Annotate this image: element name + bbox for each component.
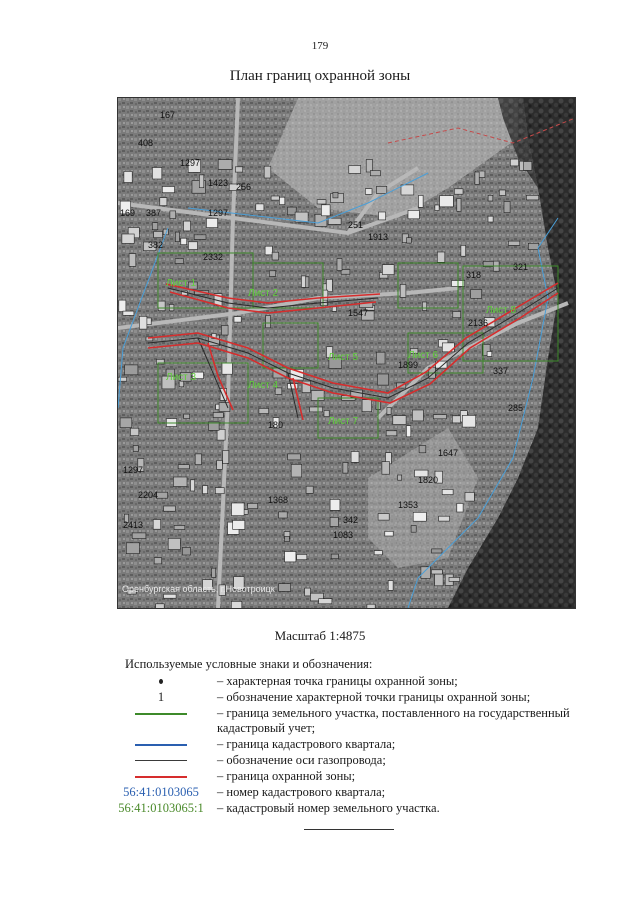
page-number: 179 [311, 40, 329, 52]
building-shape [488, 216, 493, 222]
building-shape [139, 316, 147, 329]
building-shape [203, 486, 208, 494]
building-shape [218, 160, 232, 170]
building-shape [173, 477, 187, 487]
building-shape [160, 198, 167, 206]
building-shape [174, 526, 185, 530]
building-shape [330, 517, 338, 526]
building-shape [386, 431, 397, 436]
dark-line-icon [135, 760, 187, 761]
building-shape [164, 594, 177, 598]
building-shape [154, 558, 161, 564]
building-shape [377, 374, 388, 385]
building-shape [421, 567, 430, 579]
building-shape [231, 601, 242, 608]
building-shape [133, 446, 138, 452]
green-line-icon [135, 713, 187, 715]
building-shape [170, 211, 176, 219]
building-shape [288, 454, 301, 460]
building-shape [120, 418, 132, 428]
building-shape [439, 516, 450, 521]
building-shape [195, 454, 201, 465]
building-shape [504, 202, 510, 213]
parcel-number-symbol: 56:41:0103065:1 [118, 801, 204, 815]
building-shape [377, 186, 387, 193]
parcel-number-label: 169 [120, 208, 136, 218]
building-shape [266, 316, 271, 328]
building-shape [333, 192, 338, 198]
parcel-number-label: 1899 [398, 360, 419, 370]
building-shape [222, 325, 229, 335]
parcel-number-label: 180 [268, 420, 284, 430]
sheet-label[interactable]: Лист 3 [166, 372, 197, 383]
building-shape [374, 551, 382, 555]
parcel-number-label: 256 [236, 182, 252, 192]
map-frame[interactable] [117, 97, 576, 609]
building-shape [199, 175, 203, 188]
building-shape [401, 185, 414, 195]
building-shape [297, 554, 307, 559]
building-shape [184, 221, 191, 231]
building-shape [178, 465, 189, 469]
building-shape [370, 171, 380, 176]
page-title: План границ охранной зоны [229, 68, 411, 84]
building-shape [256, 204, 264, 211]
building-shape [508, 241, 520, 245]
building-shape [488, 195, 493, 201]
building-shape [323, 290, 328, 300]
parcel-number-label: 1423 [208, 178, 229, 188]
legend-text: – обозначение оси газопровода; [217, 753, 386, 767]
building-shape [219, 403, 230, 412]
parcel-number-label: 2204 [138, 490, 159, 500]
legend [105, 674, 595, 817]
building-shape [435, 205, 439, 211]
parcel-number-label: 251 [348, 220, 364, 230]
building-shape [376, 352, 385, 364]
building-shape [393, 416, 406, 425]
parcel-number-label: 387 [146, 208, 162, 218]
building-shape [432, 549, 443, 553]
building-shape [222, 363, 232, 374]
building-shape [248, 503, 258, 508]
building-shape [379, 212, 386, 220]
parcel-number-label: 1297 [180, 158, 201, 168]
parcel-number-label: 408 [138, 138, 154, 148]
building-shape [271, 196, 279, 200]
building-shape [235, 167, 242, 172]
building-shape [168, 538, 180, 549]
building-shape [457, 198, 461, 211]
building-shape [454, 189, 463, 194]
building-shape [351, 452, 359, 463]
bottom-rule [304, 829, 394, 830]
building-shape [510, 159, 518, 166]
building-shape [182, 548, 190, 556]
parcel-number-label: 321 [513, 262, 529, 272]
building-shape [471, 290, 482, 299]
building-shape [431, 570, 442, 574]
building-shape [400, 284, 406, 297]
parcel-number-label: 285 [508, 403, 524, 413]
building-shape [411, 526, 416, 533]
scale-label: Масштаб 1:4875 [274, 628, 366, 643]
building-shape [528, 243, 539, 249]
building-shape [264, 166, 271, 178]
parcel-number-label: 1647 [438, 448, 459, 458]
legend-text: – граница кадастрового квартала; [217, 737, 396, 751]
building-shape [306, 486, 313, 493]
building-shape [398, 475, 402, 480]
legend-text: – граница охранной зоны; [217, 769, 356, 783]
building-shape [291, 464, 302, 477]
building-shape [433, 415, 446, 419]
parcel-number-label: 382 [148, 240, 164, 250]
legend-text: – номер кадастрового квартала; [217, 785, 386, 799]
legend-row-point-number [105, 690, 595, 705]
parcel-number-label: 342 [343, 515, 359, 525]
parcel-number-label: 337 [493, 366, 509, 376]
legend-row-parcel-number [105, 801, 595, 816]
building-shape [125, 365, 138, 375]
parcel-number-label: 318 [466, 270, 482, 280]
building-shape [419, 195, 424, 207]
building-shape [382, 265, 394, 275]
building-shape [378, 514, 389, 521]
building-shape [272, 252, 279, 260]
building-shape [331, 554, 338, 559]
building-shape [475, 172, 479, 184]
parcel-number-label: 1353 [398, 500, 419, 510]
building-shape [153, 520, 161, 530]
legend-heading: Используемые условные знаки и обозначения: [125, 657, 373, 671]
sheet-label[interactable]: Лист 1 [166, 278, 197, 289]
building-shape [288, 384, 298, 389]
sheet-label[interactable]: Лист 4 [248, 380, 279, 391]
building-shape [285, 552, 296, 562]
building-shape [330, 499, 340, 510]
building-shape [206, 218, 217, 227]
building-shape [130, 428, 138, 435]
legend-row-point [105, 674, 595, 689]
blue-line-icon [135, 744, 187, 746]
building-shape [388, 581, 393, 591]
building-shape [321, 205, 330, 216]
legend-row-zone-boundary [105, 769, 595, 784]
building-shape [457, 503, 463, 512]
building-shape [215, 488, 224, 494]
parcel-number-label: 2332 [203, 252, 224, 262]
building-shape [337, 259, 342, 271]
parcel-number-label: 1820 [418, 475, 439, 485]
building-shape [406, 426, 410, 437]
building-shape [223, 451, 229, 464]
building-shape [122, 234, 134, 243]
building-shape [132, 533, 146, 539]
legend-text: – характерная точка границы охранной зоны; [217, 674, 458, 688]
building-shape [279, 512, 288, 518]
legend-row-parcel-boundary [105, 706, 595, 736]
legend-row-gas-axis [105, 753, 595, 768]
legend-text: – кадастровый номер земельного участка. [217, 801, 440, 815]
building-shape [343, 463, 348, 474]
building-shape [279, 197, 284, 204]
aerial-map[interactable] [118, 98, 575, 608]
building-shape [212, 568, 216, 577]
sheet-label[interactable]: Лист 5 [328, 352, 359, 363]
sheet-label[interactable]: Лист 6 [408, 350, 439, 361]
building-shape [440, 196, 454, 207]
building-shape [387, 408, 391, 415]
parcel-number-label: 2136 [468, 318, 489, 328]
legend-row-quarter-number [105, 785, 595, 800]
building-shape [367, 604, 375, 608]
building-shape [152, 168, 161, 180]
building-shape [279, 584, 291, 592]
point-number-symbol: 1 [157, 690, 165, 704]
building-shape [407, 238, 412, 244]
building-shape [319, 599, 332, 604]
building-shape [233, 520, 245, 529]
building-shape [118, 377, 127, 381]
red-line-icon [135, 776, 187, 778]
sheet-label[interactable]: Лист 2 [248, 288, 279, 299]
building-shape [341, 270, 350, 275]
parcel-number-label: 1368 [268, 495, 289, 505]
building-shape [465, 492, 474, 501]
building-shape [408, 210, 419, 218]
building-shape [362, 400, 372, 412]
building-shape [332, 307, 336, 312]
building-shape [487, 352, 492, 357]
building-shape [129, 254, 136, 267]
building-shape [301, 276, 305, 288]
building-shape [234, 317, 241, 322]
parcel-number-label: 167 [160, 110, 176, 120]
parcel-number-label: 1547 [348, 308, 369, 318]
building-shape [435, 574, 444, 586]
building-shape [462, 415, 475, 427]
parcel-number-label: 1083 [333, 530, 354, 540]
legend-text: – граница земельного участка, поставленного на государственный кадастровый учет; [217, 706, 570, 735]
building-shape [269, 271, 275, 277]
building-shape [305, 588, 311, 596]
building-shape [449, 577, 460, 581]
building-shape [365, 189, 372, 195]
legend-row-quarter-boundary [105, 737, 595, 752]
building-shape [453, 312, 461, 318]
building-shape [152, 223, 158, 230]
building-shape [366, 160, 372, 173]
parcel-number-label: 2413 [123, 520, 144, 530]
building-shape [158, 301, 165, 311]
region-caption: Оренбургская область, г.Новотроицк [122, 584, 275, 594]
building-shape [217, 460, 223, 469]
building-shape [328, 218, 341, 224]
building-shape [124, 171, 132, 182]
building-shape [156, 604, 165, 608]
building-shape [232, 503, 245, 516]
building-shape [349, 166, 361, 174]
building-shape [285, 536, 290, 541]
building-shape [499, 190, 505, 195]
building-shape [191, 480, 195, 491]
quarter-number-symbol: 56:41:0103065 [123, 785, 199, 799]
building-shape [317, 200, 326, 204]
building-shape [217, 429, 225, 440]
building-shape [524, 162, 532, 171]
building-shape [422, 302, 426, 311]
building-shape [526, 195, 538, 200]
building-shape [184, 414, 190, 419]
parcel-number-label: 1297 [208, 208, 229, 218]
building-shape [259, 408, 269, 413]
building-shape [413, 512, 426, 521]
building-shape [162, 187, 174, 193]
building-shape [181, 238, 187, 245]
building-shape [419, 446, 426, 453]
building-shape [188, 242, 197, 250]
building-shape [265, 246, 272, 255]
legend-text: – обозначение характерной точки границы охранной зоны; [217, 690, 531, 704]
sheet-label[interactable]: Лист 7 [328, 416, 359, 427]
building-shape [164, 506, 176, 511]
building-shape [412, 410, 423, 421]
building-shape [175, 259, 184, 264]
building-shape [385, 531, 393, 536]
building-shape [119, 300, 126, 312]
building-shape [154, 231, 163, 237]
sheet-label[interactable]: Лист 8 [486, 305, 517, 316]
parcel-number-label: 1297 [123, 465, 144, 475]
building-shape [461, 245, 466, 256]
parcel-number-label: 1913 [368, 232, 389, 242]
boundary-point-icon [159, 679, 163, 684]
building-shape [123, 311, 134, 315]
building-shape [310, 407, 323, 412]
building-shape [437, 252, 445, 262]
building-shape [126, 543, 139, 554]
building-shape [213, 413, 223, 418]
building-shape [442, 489, 453, 494]
building-shape [194, 235, 206, 240]
building-shape [175, 232, 179, 242]
building-shape [382, 462, 390, 475]
